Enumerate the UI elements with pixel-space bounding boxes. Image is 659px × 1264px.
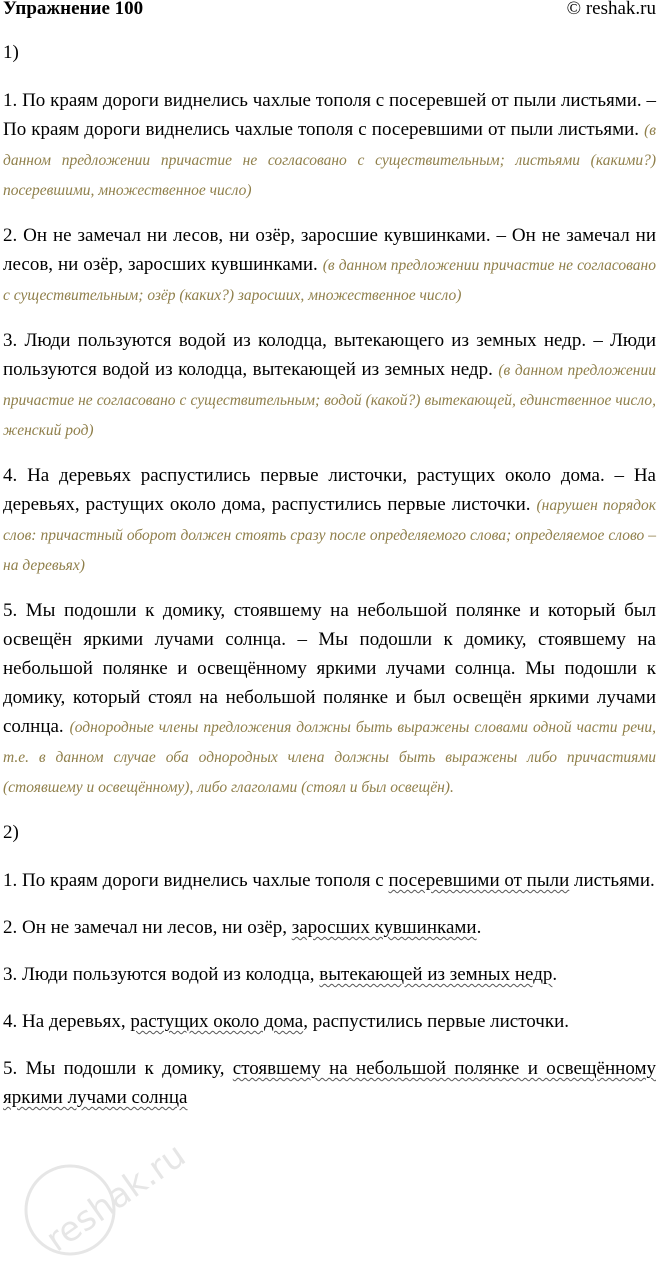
participial-phrase: стоявшему на небольшой полянке и освещённому яркими лучами солнца: [3, 1058, 656, 1108]
part1-item: [3, 326, 656, 445]
item-text: листьями.: [569, 870, 655, 891]
part1-item: [3, 86, 656, 205]
header: [3, 0, 656, 24]
participial-phrase: заросших кувшинками: [291, 917, 477, 938]
item-text: 5. Мы подошли к домику,: [3, 1058, 233, 1079]
part1-item: [3, 596, 656, 802]
item-text: 2. Он не замечал ни лесов, ни озёр, заросшие кувшинками. – Он не замечал ни лесов, ни озёр, заросших кувшинками.: [3, 225, 656, 275]
item-note: (нарушен порядок слов: причастный оборот должен стоять сразу после определяемого слова; определяемое слово – на деревьях): [3, 497, 657, 574]
part2-item: [3, 960, 656, 989]
part2-item: [3, 913, 656, 942]
item-note: (в данном предложении причастие не согласовано с существительным; водой (какой?) вытекающей, единственное число, женский род): [3, 362, 656, 439]
item-text: .: [476, 917, 482, 938]
item-text: .: [552, 964, 558, 985]
watermark-text: reshak.ru: [38, 1135, 194, 1260]
part2-item: [3, 866, 656, 895]
item-text: , распустились первые листочки.: [303, 1011, 569, 1032]
part1-item: [3, 221, 656, 310]
part2-item: [3, 1054, 656, 1112]
participial-phrase: растущих около дома: [130, 1011, 304, 1032]
exercise-title: Упражнение 100: [3, 0, 144, 19]
part2-label: 2): [3, 822, 19, 843]
item-text: 5. Мы подошли к домику, стоявшему на небольшой полянке и который был освещён яркими лучами солнца. – Мы подошли к домику, стоявшему на небольшой полянке и освещённому яркими лучами солнца. Мы подошли к домику, который стоял на небольшой полянке и был освещён яркими лучами солнца.: [3, 600, 656, 737]
watermark-ring: [26, 1166, 114, 1254]
part2-item: [3, 1007, 656, 1036]
content: [3, 40, 656, 1130]
reshak-watermark: [10, 1130, 210, 1260]
copyright-label: © reshak.ru: [566, 0, 656, 19]
item-note: (в данном предложении причастие не согласовано с существительным; листьями (какими?) посеревшими, множественное число): [3, 122, 656, 199]
item-text: 4. На деревьях распустились первые листочки, растущих около дома. – На деревьях, растущих около дома, распустились первые листочки.: [3, 465, 656, 515]
item-text: 4. На деревьях,: [3, 1011, 131, 1032]
part1-item: [3, 461, 656, 580]
item-note: (в данном предложении причастие не согласовано с существительным; озёр (каких?) заросших, множественное число): [3, 257, 656, 304]
item-text: 2. Он не замечал ни лесов, ни озёр,: [3, 917, 292, 938]
participial-phrase: вытекающей из земных недр: [319, 964, 553, 985]
item-text: 1. По краям дороги виднелись чахлые тополя с посеревшей от пыли листьями. – По краям дороги виднелись чахлые тополя с посеревшими от пыли листьями.: [3, 90, 656, 140]
item-text: 1. По краям дороги виднелись чахлые тополя с: [3, 870, 389, 891]
part1-label: 1): [3, 42, 19, 63]
participial-phrase: посеревшими от пыли: [388, 870, 570, 891]
item-text: 3. Люди пользуются водой из колодца,: [3, 964, 320, 985]
item-note: (однородные члены предложения должны быть выражены словами одной части речи, т.е. в данном случае оба однородных члена должны быть выражены либо причастиями (стоявшему и освещённому), либо глаголами (стоял и был освещён).: [3, 719, 657, 796]
item-text: 3. Люди пользуются водой из колодца, вытекающего из земных недр. – Люди пользуются водой из колодца, вытекающей из земных недр.: [3, 330, 656, 380]
